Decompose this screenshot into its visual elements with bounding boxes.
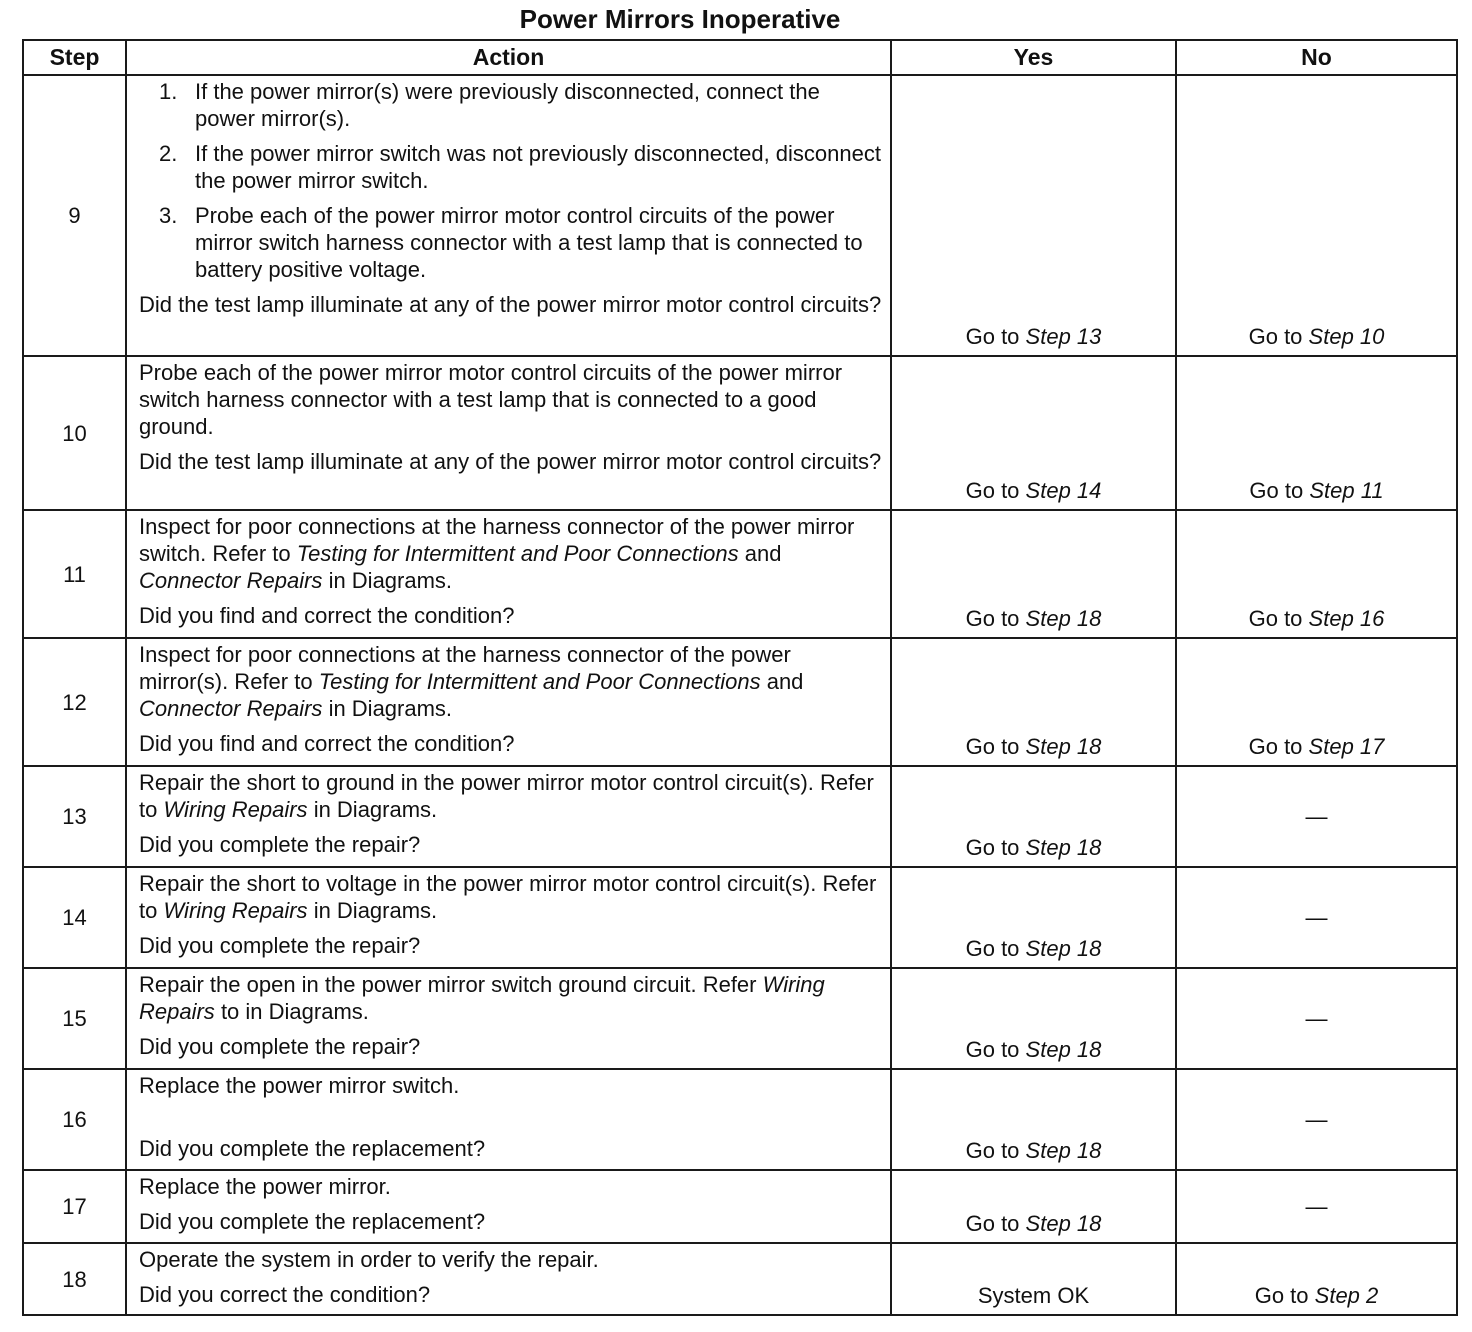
action-text: Operate the system in order to verify the repair. [139,1247,599,1272]
question-text: Did you complete the repair? [139,933,421,958]
action-cell [126,638,891,766]
action-text: Repair the short to voltage in the power mirror motor control circuit(s). Refer to Wiring Repairs in Diagrams. [139,871,877,923]
table-row [23,356,1457,510]
step-number: 11 [23,510,126,638]
question-text: Did you find and correct the condition? [139,603,515,628]
action-cell [126,867,891,968]
step-reference: Step 10 [1308,324,1385,349]
substep-number: 3. [159,203,178,228]
step-number: 14 [23,867,126,968]
result-prefix: Go to [1248,606,1303,631]
header-row [23,40,1457,75]
action-text: Replace the power mirror switch. [139,1073,460,1098]
step-reference: Step 11 [1309,478,1384,503]
no-result [1176,1243,1457,1315]
substep-number: 1. [159,79,178,104]
substep-text: Probe each of the power mirror motor control circuits of the power mirror switch harness connector with a test lamp that is connected to battery positive voltage. [195,203,863,282]
action-cell [126,510,891,638]
step-number: 17 [23,1170,126,1243]
action-cell [126,968,891,1069]
question-text: Did you complete the replacement? [139,1136,486,1161]
step-reference: Step 18 [1025,1211,1102,1236]
substep-number: 2. [159,141,178,166]
step-reference: Step 2 [1314,1283,1379,1308]
action-cell [126,75,891,356]
substep-list [139,78,882,283]
diagnostic-table [22,39,1458,1316]
step-reference: Step 18 [1025,1138,1102,1163]
no-result [1176,510,1457,638]
header-step: Step [23,40,126,75]
no-result: — [1176,1170,1457,1243]
result-prefix: Go to [965,835,1020,860]
action-cell [126,356,891,510]
step-reference: Step 18 [1025,1037,1102,1062]
substep-text: If the power mirror(s) were previously disconnected, connect the power mirror(s). [195,79,820,131]
table-row [23,766,1457,867]
result-prefix: Go to [1254,1283,1309,1308]
no-result: — [1176,867,1457,968]
action-text: Repair the short to ground in the power mirror motor control circuit(s). Refer to Wiring Repairs in Diagrams. [139,770,874,822]
step-number: 16 [23,1069,126,1170]
step-reference: Step 18 [1025,936,1102,961]
step-number: 15 [23,968,126,1069]
result-prefix: Go to [965,324,1020,349]
result-prefix: Go to [965,734,1020,759]
result-prefix: Go to [965,936,1020,961]
reference-link: Wiring Repairs [139,972,825,1024]
question-text: Did you complete the repair? [139,1034,421,1059]
result-prefix: Go to [965,1211,1020,1236]
no-result: — [1176,968,1457,1069]
step-number: 10 [23,356,126,510]
no-result [1176,356,1457,510]
question-text: Did you complete the repair? [139,832,421,857]
no-result: — [1176,766,1457,867]
table-row [23,510,1457,638]
question-text: Did you correct the condition? [139,1282,431,1307]
action-text: Probe each of the power mirror motor control circuits of the power mirror switch harness connector with a test lamp that is connected to a good ground. [139,360,843,439]
list-item [139,140,882,194]
step-number: 18 [23,1243,126,1315]
reference-link: Connector Repairs [139,696,323,721]
action-text: Inspect for poor connections at the harness connector of the power mirror switch. Refer to Testing for Intermittent and Poor Connections and Connector Repairs in Diagrams. [139,514,855,593]
result-prefix: Go to [1248,324,1303,349]
result-prefix: Go to [965,478,1020,503]
step-reference: Step 18 [1025,835,1102,860]
step-reference: Step 14 [1025,478,1102,503]
action-text: Repair the open in the power mirror switch ground circuit. Refer Wiring Repairs to in Diagrams. [139,972,825,1024]
result-prefix: Go to [1248,734,1303,759]
yes-result [891,75,1176,356]
table-row [23,638,1457,766]
action-cell [126,766,891,867]
yes-result [891,1170,1176,1243]
yes-result: System OK [891,1243,1176,1315]
table-row [23,968,1457,1069]
reference-link: Testing for Intermittent and Poor Connections [296,541,739,566]
question-text: Did the test lamp illuminate at any of the power mirror motor control circuits? [139,449,882,474]
result-prefix: Go to [965,606,1020,631]
step-number: 9 [23,75,126,356]
list-item [139,202,882,283]
step-reference: Step 18 [1025,606,1102,631]
yes-result [891,968,1176,1069]
reference-link: Connector Repairs [139,568,323,593]
result-prefix: Go to [965,1037,1020,1062]
action-text: Inspect for poor connections at the harness connector of the power mirror(s). Refer to Testing for Intermittent and Poor Connections and Connector Repairs in Diagrams. [139,642,804,721]
yes-result [891,510,1176,638]
question-text: Did you complete the replacement? [139,1209,486,1234]
no-result: — [1176,1069,1457,1170]
reference-link: Testing for Intermittent and Poor Connections [318,669,761,694]
substep-text: If the power mirror switch was not previously disconnected, disconnect the power mirror switch. [195,141,881,193]
table-row [23,867,1457,968]
action-cell [126,1069,891,1170]
no-result [1176,75,1457,356]
header-no: No [1176,40,1457,75]
yes-result [891,867,1176,968]
header-action: Action [126,40,891,75]
question-text: Did the test lamp illuminate at any of the power mirror motor control circuits? [139,292,882,317]
result-prefix: Go to [965,1138,1020,1163]
step-reference: Step 17 [1308,734,1385,759]
result-prefix: Go to [1249,478,1304,503]
question-text: Did you find and correct the condition? [139,731,515,756]
table-row [23,75,1457,356]
step-number: 13 [23,766,126,867]
step-reference: Step 16 [1308,606,1385,631]
header-yes: Yes [891,40,1176,75]
yes-result [891,638,1176,766]
yes-result [891,766,1176,867]
action-cell [126,1170,891,1243]
action-cell [126,1243,891,1315]
yes-result [891,356,1176,510]
reference-link: Wiring Repairs [163,898,308,923]
list-item [139,78,882,132]
step-reference: Step 18 [1025,734,1102,759]
action-text: Replace the power mirror. [139,1174,391,1199]
no-result [1176,638,1457,766]
page-title: Power Mirrors Inoperative [519,4,841,34]
table-row [23,1069,1457,1170]
step-reference: Step 13 [1025,324,1102,349]
step-number: 12 [23,638,126,766]
yes-result [891,1069,1176,1170]
table-row [23,1243,1457,1315]
table-row [23,1170,1457,1243]
reference-link: Wiring Repairs [163,797,308,822]
